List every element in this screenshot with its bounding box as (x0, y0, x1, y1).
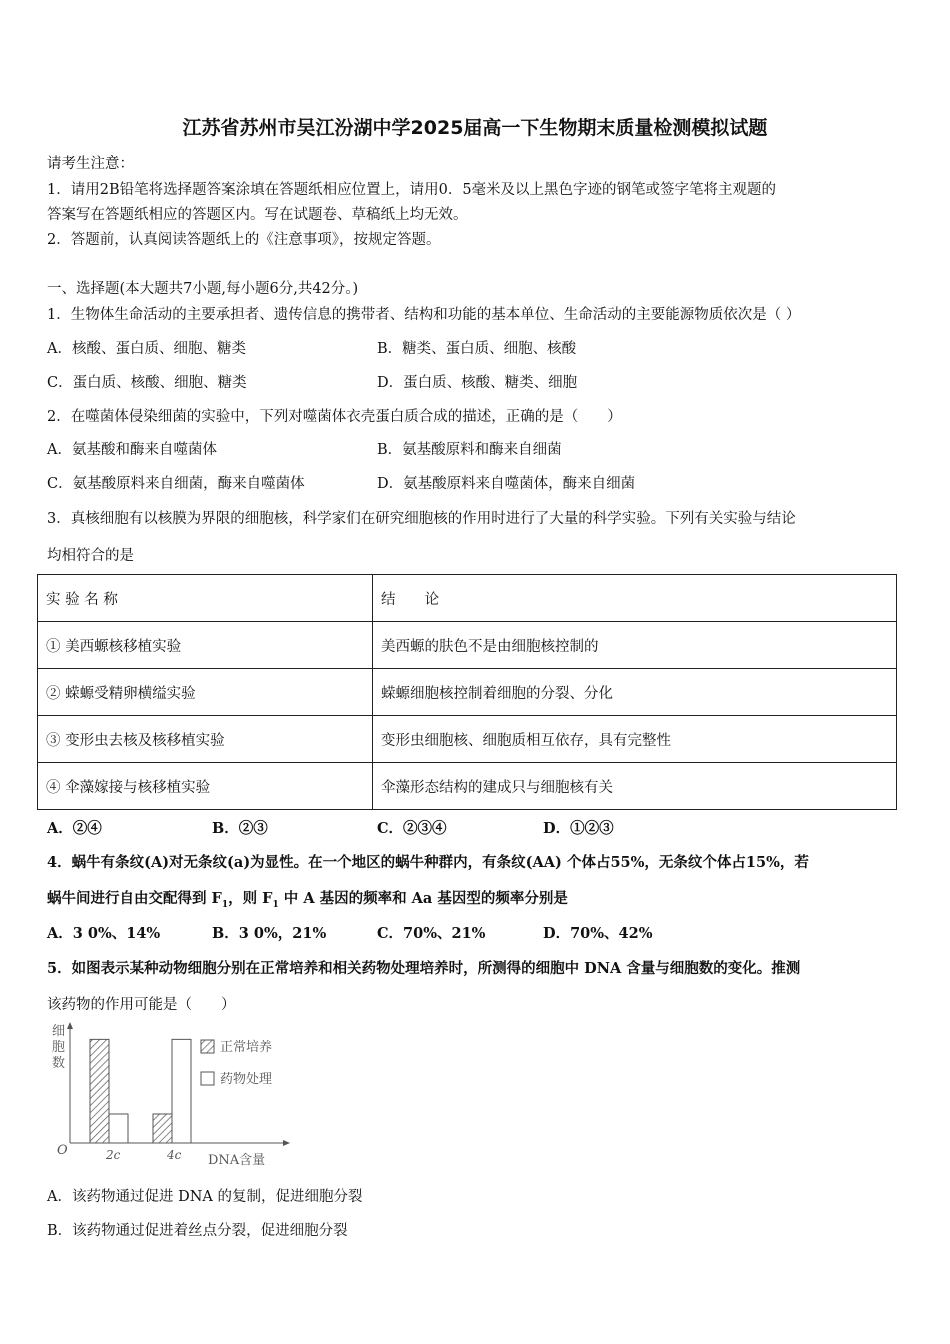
table-cell-experiment: ① 美西螈核移植实验 (38, 622, 373, 669)
q1-option-c: C．蛋白质、核酸、细胞、糖类 (47, 375, 247, 391)
table-cell-conclusion: 美西螈的肤色不是由细胞核控制的 (373, 622, 897, 669)
q5-stem-line1: 5．如图表示某种动物细胞分别在正常培养和相关药物处理培养时，所测得的细胞中 DNA 含量与细胞数的变化。推测 (47, 960, 801, 977)
table-cell-experiment: ④ 伞藻嫁接与核移植实验 (38, 763, 373, 810)
bar-normal-2c (90, 1039, 109, 1143)
q3-option-d: D．①②③ (543, 820, 614, 837)
notice-header: 请考生注意： (47, 156, 134, 172)
origin-label: O (57, 1143, 68, 1158)
y-axis-label-char: 数 (52, 1056, 66, 1071)
q4-stem-part-c: 中 A 基因的频率和 Aa 基因型的频率分别是 (278, 890, 568, 907)
q2-option-b: B．氨基酸原料和酶来自细菌 (377, 442, 562, 458)
table-row (38, 669, 897, 716)
q2-option-a: A．氨基酸和酶来自噬菌体 (47, 442, 217, 458)
bar-drug-4c (172, 1039, 191, 1143)
q4-option-d: D．70%、42% (543, 925, 653, 942)
q3-stem-line2: 均相符合的是 (47, 548, 134, 564)
bar-normal-4c (153, 1114, 172, 1143)
q1-option-d: D．蛋白质、核酸、糖类、细胞 (377, 375, 578, 391)
q4-stem-part-b: ，则 F (228, 890, 273, 907)
q2-option-c: C．氨基酸原料来自细菌，酶来自噬菌体 (47, 476, 305, 492)
q2-option-d: D．氨基酸原料来自噬菌体，酶来自细菌 (377, 476, 636, 492)
notice-line-2: 2．答题前，认真阅读答题纸上的《注意事项》，按规定答题。 (47, 232, 441, 248)
q4-subscript-1: 1 (221, 899, 229, 910)
table-cell-conclusion: 蝾螈细胞核控制着细胞的分裂、分化 (373, 669, 897, 716)
x-tick-label: 2c (106, 1148, 121, 1162)
x-axis-label: DNA含量 (208, 1153, 266, 1168)
table-cell-conclusion: 变形虫细胞核、细胞质相互依存，具有完整性 (373, 716, 897, 763)
legend-swatch-drug (201, 1072, 214, 1085)
q4-stem-part-a: 蜗牛间进行自由交配得到 F (47, 890, 222, 907)
table-row (38, 716, 897, 763)
q4-subscript-2: 1 (272, 899, 279, 910)
q3-option-a: A．②④ (47, 820, 102, 837)
q3-stem-line1: 3．真核细胞有以核膜为界限的细胞核，科学家们在研究细胞核的作用时进行了大量的科学实验。下列有关实验与结论 (47, 511, 796, 527)
table-header-experiment: 实 验 名 称 (38, 575, 373, 622)
bar-drug-2c (109, 1114, 128, 1143)
q5-stem-line2: 该药物的作用可能是（ ） (47, 997, 236, 1013)
notice-line-1a: 1．请用2B铅笔将选择题答案涂填在答题纸相应位置上，请用0．5毫米及以上黑色字迹的钢笔或签字笔将主观题的 (47, 182, 777, 198)
x-axis-arrow (283, 1140, 290, 1146)
q1-stem: 1．生物体生命活动的主要承担者、遗传信息的携带者、结构和功能的基本单位、生命活动的主要能源物质依次是（ ） (47, 307, 801, 323)
y-axis-label-char: 细 (52, 1024, 66, 1039)
table-cell-experiment: ③ 变形虫去核及核移植实验 (38, 716, 373, 763)
table-cell-conclusion: 伞藻形态结构的建成只与细胞核有关 (373, 763, 897, 810)
q4-option-a: A．3 0%、14% (47, 925, 161, 942)
table-row (38, 622, 897, 669)
y-axis-label-char: 胞 (52, 1040, 66, 1055)
legend-label-normal: 正常培养 (220, 1040, 273, 1055)
y-axis-arrow (67, 1022, 73, 1029)
q5-option-b: B．该药物通过促进着丝点分裂，促进细胞分裂 (47, 1223, 348, 1239)
q4-option-c: C．70%、21% (377, 925, 486, 942)
dna-bar-chart (48, 1020, 308, 1170)
legend-label-drug: 药物处理 (220, 1072, 273, 1087)
section-header: 一、选择题(本大题共7小题,每小题6分,共42分。) (47, 281, 359, 297)
q4-option-b: B．3 0%，21% (212, 925, 327, 942)
table-cell-experiment: ② 蝾螈受精卵横缢实验 (38, 669, 373, 716)
page-title: 江苏省苏州市吴江汾湖中学2025届高一下生物期末质量检测模拟试题 (182, 117, 768, 139)
q4-stem-line1: 4．蜗牛有条纹(A)对无条纹(a)为显性。在一个地区的蜗牛种群内，有条纹(AA) 个体占55%，无条纹个体占15%，若 (47, 854, 809, 871)
q2-stem: 2．在噬菌体侵染细菌的实验中，下列对噬菌体衣壳蛋白质合成的描述，正确的是（ ） (47, 409, 622, 425)
notice-line-1b: 答案写在答题纸相应的答题区内。写在试题卷、草稿纸上均无效。 (47, 207, 468, 223)
table-header-row (38, 575, 897, 622)
q3-option-b: B．②③ (212, 820, 268, 837)
q4-stem-line2 (47, 887, 568, 910)
q3-option-c: C．②③④ (377, 820, 447, 837)
q1-option-a: A．核酸、蛋白质、细胞、糖类 (47, 341, 246, 357)
q1-option-b: B．糖类、蛋白质、细胞、核酸 (377, 341, 577, 357)
legend-swatch-normal (201, 1040, 214, 1053)
x-tick-label: 4c (167, 1148, 182, 1162)
q5-option-a: A．该药物通过促进 DNA 的复制，促进细胞分裂 (47, 1189, 363, 1205)
experiment-table (37, 574, 897, 810)
table-header-conclusion: 结 论 (373, 575, 897, 622)
table-row (38, 763, 897, 810)
